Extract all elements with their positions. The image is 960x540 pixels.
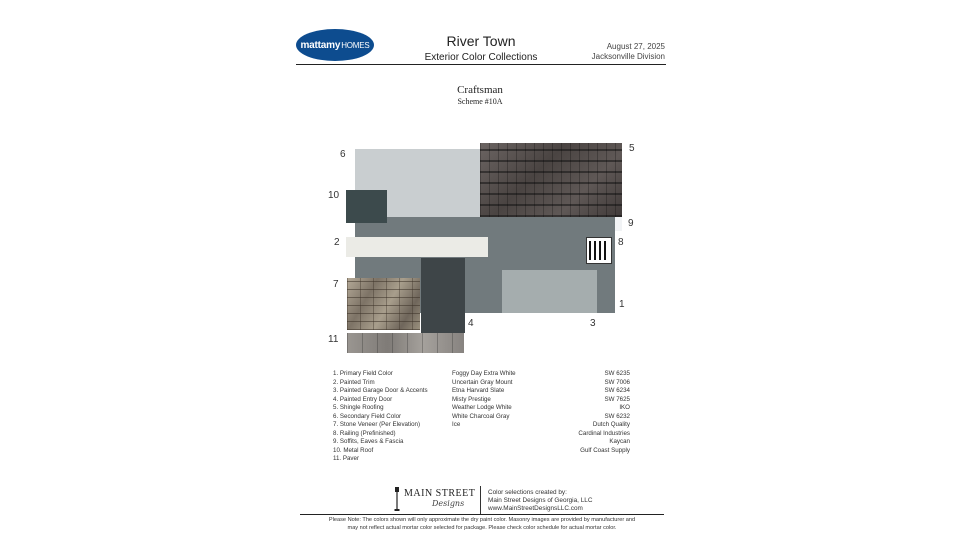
legend-code: Kaycan [609,438,630,445]
scheme-name: Scheme #10A [457,97,503,106]
legend-code: SW 6234 [604,387,630,394]
division-name: Jacksonville Division [591,52,665,61]
legend-color: Weather Lodge White [452,404,512,411]
legend-code: Cardinal Industries [578,429,630,437]
disclaimer-line-1: Please Note: The colors shown will only approximate the dry paint color. Masonry images are provided by manufacturer and [328,517,636,523]
legend-label: 6. Secondary Field Color [333,412,402,420]
credit-line-2: Main Street Designs of Georgia, LLC [488,497,593,504]
swatch-number-11: 11 [328,334,339,345]
legend-code: Dutch Quality [592,421,630,428]
legend-code: SW 6235 [604,370,630,377]
architectural-style: Craftsman [457,84,503,96]
swatch-railing [586,237,612,264]
legend-color: Etna Harvard Slate [452,387,505,394]
legend-code: Gulf Coast Supply [580,446,630,454]
legend-label: 5. Shingle Roofing [333,404,384,411]
page-title: River Town [446,33,516,49]
mattamy-homes-logo [296,29,374,61]
logo-suffix: HOMES [341,40,370,50]
swatch-stone-veneer [347,278,420,330]
swatch-number-9: 9 [628,218,634,229]
legend-label: 9. Soffits, Eaves & Fascia [333,438,404,445]
swatch-number-6: 6 [340,149,346,160]
legend-label: 4. Painted Entry Door [333,395,393,403]
legend-label: 8. Railing (Prefinished) [333,429,396,437]
document-date: August 27, 2025 [606,42,665,51]
footer-divider [480,486,481,514]
page-subtitle: Exterior Color Collections [424,52,538,63]
swatch-painted-trim [346,237,488,257]
credit-line-1: Color selections created by: [488,489,567,496]
msd-script: Designs [432,499,465,508]
legend-code: SW 7006 [604,378,630,386]
legend-label: 1. Primary Field Color [333,370,393,377]
swatch-number-1: 1 [619,299,625,310]
swatch-paver [347,333,464,353]
legend-label: 7. Stone Veneer (Per Elevation) [333,421,421,428]
swatch-number-3: 3 [590,318,596,329]
legend-color: Uncertain Gray Mount [452,378,513,386]
swatch-number-4: 4 [468,318,474,329]
legend-label: 2. Painted Trim [333,378,375,386]
swatch-number-8: 8 [618,237,624,248]
legend-code: SW 6232 [604,412,630,420]
legend-code: IKO [619,404,630,411]
main-street-designs-logo [390,486,478,512]
credit-website-link[interactable]: www.MainStreetDesignsLLC.com [488,505,583,512]
header-rule [296,64,666,65]
legend-color: Foggy Day Extra White [452,370,516,377]
swatch-number-5: 5 [629,143,635,154]
legend-label: 10. Metal Roof [333,446,374,454]
legend-label: 11. Paver [333,455,360,462]
disclaimer-line-2: may not reflect actual mortar color selected for package. Please check color schedule for actual mortar color. [347,524,617,531]
swatch-number-2: 2 [334,237,340,248]
footer-rule [300,514,664,515]
disclaimer-note [300,517,664,532]
lamp-post-icon [392,486,402,512]
legend-color: Misty Prestige [452,395,491,403]
legend-label: 3. Painted Garage Door & Accents [333,387,428,394]
msd-wordmark: MAIN STREET [404,488,476,499]
swatch-garage-door [502,270,597,313]
swatch-number-7: 7 [333,279,339,290]
swatch-metal-roof [346,190,387,223]
logo-wordmark: mattamy [300,39,341,51]
swatch-number-10: 10 [328,190,340,201]
legend-color: Ice [452,421,461,428]
legend-code: SW 7625 [604,395,630,403]
swatch-shingle-roofing [480,143,622,217]
swatch-entry-door [421,258,465,333]
legend-color: White Charcoal Gray [452,412,510,420]
